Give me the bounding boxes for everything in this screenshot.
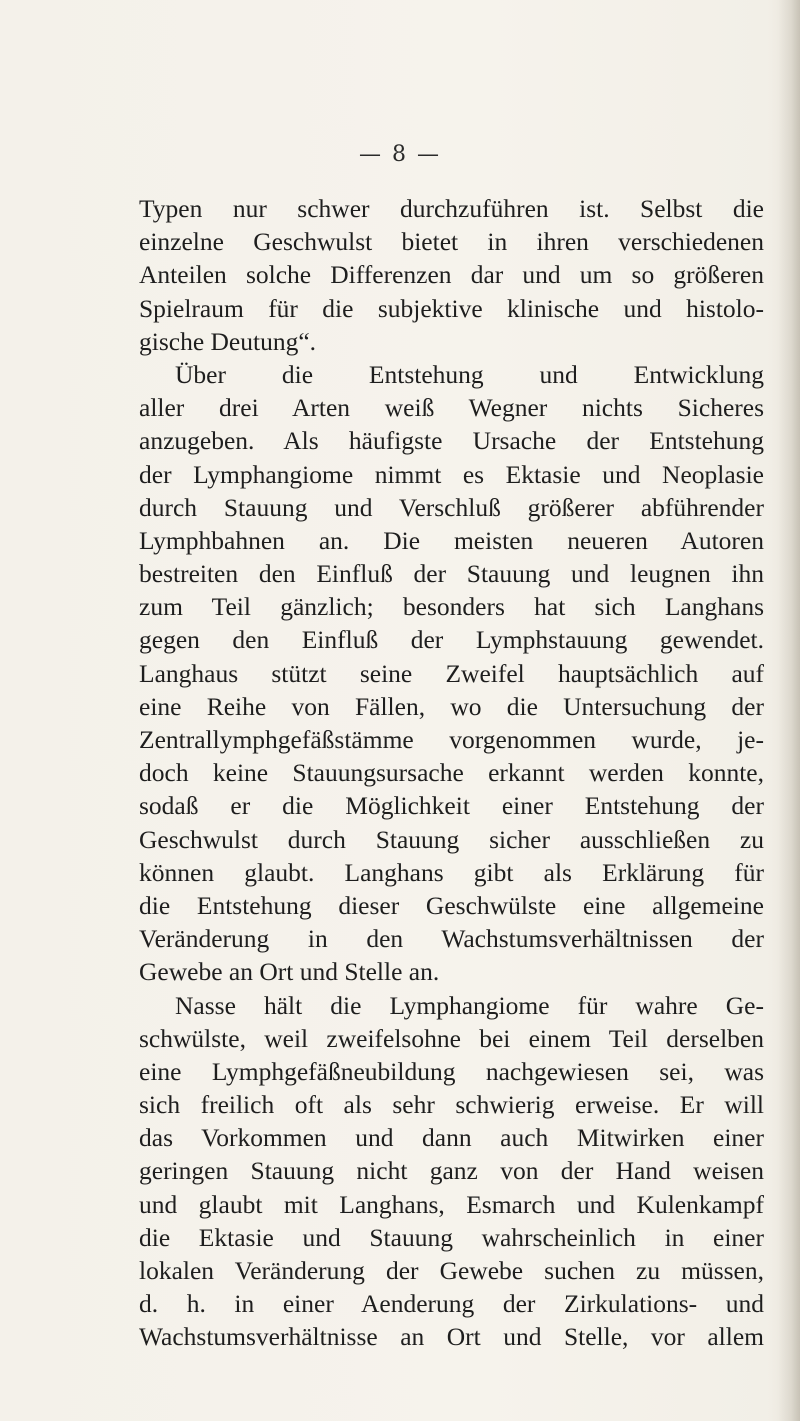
- text-line: sodaß er die Möglichkeit einer Entstehung der: [139, 791, 764, 821]
- text-line: Gewebe an Ort und Stelle an.: [139, 957, 440, 987]
- text-line: eine Lymphgefäßneubildung nachgewiesen sei, was: [139, 1056, 764, 1086]
- text-line: sich freilich oft als sehr schwierig erweise. Er will: [139, 1090, 764, 1120]
- text-line: Langhaus stützt seine Zweifel hauptsächlich auf: [139, 658, 764, 688]
- text-line: Typen nur schwer durchzuführen ist. Selbst die: [139, 194, 764, 223]
- text-line: Zentrallymphgefäßstämme vorgenommen wurde, je-: [139, 725, 764, 754]
- page-edge-shadow: [778, 0, 800, 1421]
- text-line: gegen den Einfluß der Lymphstauung gewendet.: [139, 625, 764, 655]
- text-line: Über die Entstehung und Entwicklung: [175, 359, 764, 389]
- text-line: aller drei Arten weiß Wegner nichts Sicheres: [139, 393, 764, 423]
- text-line: doch keine Stauungsursache erkannt werden konnte,: [139, 758, 764, 788]
- text-line: gische Deutung“.: [139, 326, 317, 356]
- text-line: der Lymphangiome nimmt es Ektasie und Neoplasie: [139, 459, 764, 489]
- text-line: bestreiten den Einfluß der Stauung und leugnen ihn: [139, 559, 764, 589]
- page-number: — 8 —: [359, 142, 441, 167]
- text-line: die Ektasie und Stauung wahrscheinlich in einer: [139, 1222, 764, 1252]
- text-line: das Vorkommen und dann auch Mitwirken einer: [139, 1123, 764, 1153]
- text-line: anzugeben. Als häufigste Ursache der Entstehung: [139, 426, 764, 456]
- text-line: Lymphbahnen an. Die meisten neueren Autoren: [139, 525, 764, 555]
- text-line: geringen Stauung nicht ganz von der Hand weisen: [139, 1156, 764, 1186]
- text-line: durch Stauung und Verschluß größerer abführender: [139, 492, 764, 522]
- text-line: und glaubt mit Langhans, Esmarch und Kulenkampf: [139, 1189, 764, 1219]
- text-line: Veränderung in den Wachstumsverhältnissen der: [139, 924, 764, 954]
- text-line: einzelne Geschwulst bietet in ihren verschiedenen: [139, 227, 764, 257]
- text-line: Geschwulst durch Stauung sicher ausschließen zu: [139, 824, 764, 854]
- text-line: zum Teil gänzlich; besonders hat sich Langhans: [139, 592, 764, 622]
- text-line: Wachstumsverhältnisse an Ort und Stelle, vor allem: [139, 1322, 764, 1352]
- text-line: Nasse hält die Lymphangiome für wahre Ge-: [175, 990, 764, 1020]
- text-line: Spielraum für die subjektive klinische und histolo-: [139, 293, 764, 323]
- body-text: [139, 192, 764, 1354]
- text-line: eine Reihe von Fällen, wo die Untersuchung der: [139, 691, 764, 721]
- text-line: d. h. in einer Aenderung der Zirkulations- und: [139, 1289, 764, 1319]
- text-line: die Entstehung dieser Geschwülste eine allgemeine: [139, 890, 764, 920]
- text-line: lokalen Veränderung der Gewebe suchen zu müssen,: [139, 1256, 764, 1285]
- text-line: können glaubt. Langhans gibt als Erklärung für: [139, 857, 764, 887]
- text-line: schwülste, weil zweifelsohne bei einem Teil derselben: [139, 1023, 764, 1053]
- text-line: Anteilen solche Differenzen dar und um so größeren: [139, 260, 764, 290]
